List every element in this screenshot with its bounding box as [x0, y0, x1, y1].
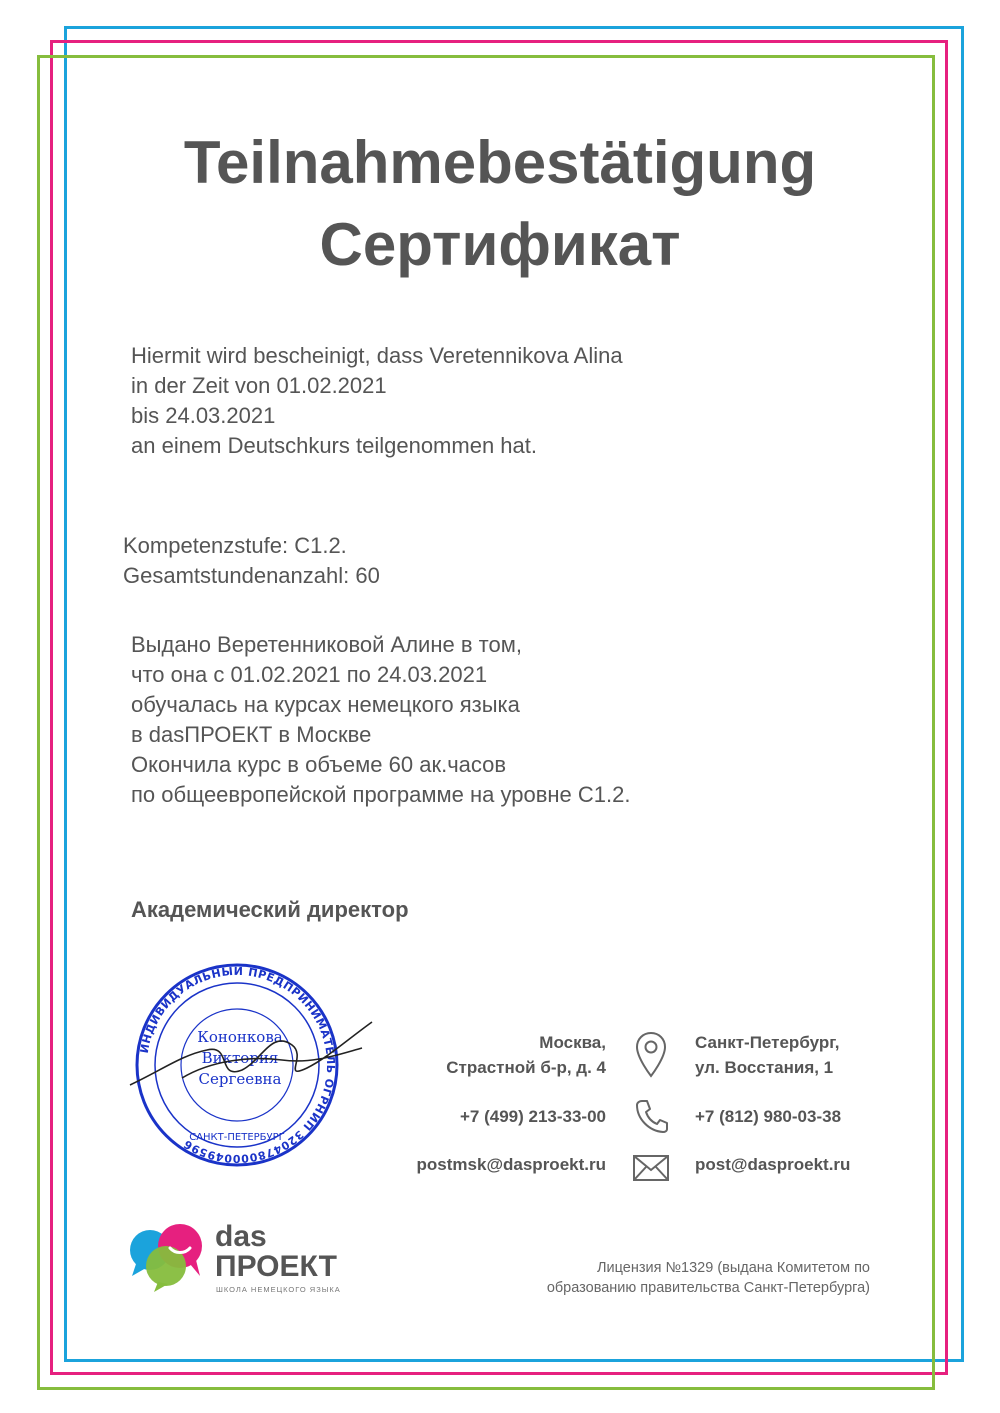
russian-statement-line: Выдано Веретенниковой Алине в том, [131, 632, 522, 657]
total-hours: Gesamtstundenanzahl: 60 [123, 563, 380, 588]
german-statement [131, 341, 623, 461]
license-line: Лицензия №1329 (выдана Комитетом по [597, 1260, 870, 1276]
logo-tagline: ШКОЛА НЕМЕЦКОГО ЯЗЫКА [216, 1285, 341, 1294]
german-statement-line: in der Zeit von 01.02.2021 [131, 373, 387, 398]
moscow-email: postmsk@dasproekt.ru [416, 1155, 606, 1174]
russian-statement-line: обучалась на курсах немецкого языка [131, 692, 520, 717]
official-stamp [122, 960, 382, 1180]
russian-statement [131, 630, 631, 810]
stamp-ring-text: ИНДИВИДУАЛЬНЫЙ ПРЕДПРИНИМАТЕЛЬ ОГРНИП 320478000049596 [137, 964, 338, 1166]
russian-statement-line: по общеевропейской программе на уровне С1.2. [131, 782, 631, 807]
certificate-title-german: Teilnahmebestätigung [183, 129, 817, 196]
stamp-name-line: Сергеевна [198, 1070, 282, 1088]
moscow-address [400, 1030, 606, 1080]
logo-word-das: das [215, 1220, 267, 1253]
course-info [123, 531, 380, 591]
license-info [470, 1258, 870, 1298]
russian-statement-line: Окончила курс в объеме 60 ак.часов [131, 752, 507, 777]
dasproekt-logo-icon [128, 1220, 210, 1294]
stamp-name-line: Кононкова [197, 1028, 283, 1046]
spb-email: post@dasproekt.ru [695, 1155, 851, 1174]
license-line: образованию правительства Санкт-Петербурга) [546, 1280, 870, 1296]
phone-icon [634, 1098, 668, 1134]
spb-address [695, 1030, 840, 1080]
moscow-phone: +7 (499) 213-33-00 [459, 1107, 606, 1126]
german-statement-line: Hiermit wird bescheinigt, dass Veretennikova Alina [131, 343, 623, 368]
spb-address-line: Санкт-Петербург, [695, 1033, 840, 1052]
envelope-icon [632, 1154, 670, 1182]
russian-statement-line: в dasПРОЕКТ в Москве [131, 722, 372, 747]
competence-level: Kompetenzstufe: С1.2. [123, 533, 347, 558]
stamp-city-text: САНКТ-ПЕТЕРБУРГ [189, 1132, 285, 1143]
german-statement-line: an einem Deutschkurs teilgenommen hat. [131, 433, 537, 458]
moscow-address-line: Страстной б-р, д. 4 [446, 1058, 606, 1077]
map-pin-icon [634, 1030, 668, 1080]
stamp-name-line: Виктория [201, 1049, 279, 1067]
spb-address-line: ул. Восстания, 1 [695, 1058, 834, 1077]
certificate-title-russian: Сертификат [319, 211, 681, 278]
german-statement-line: bis 24.03.2021 [131, 403, 276, 428]
russian-statement-line: что она с 01.02.2021 по 24.03.2021 [131, 662, 488, 687]
logo-word-proekt: ПРОЕКТ [215, 1250, 337, 1283]
director-title: Академический директор [131, 897, 409, 922]
spb-phone: +7 (812) 980-03-38 [695, 1107, 842, 1126]
moscow-address-line: Москва, [539, 1033, 606, 1052]
